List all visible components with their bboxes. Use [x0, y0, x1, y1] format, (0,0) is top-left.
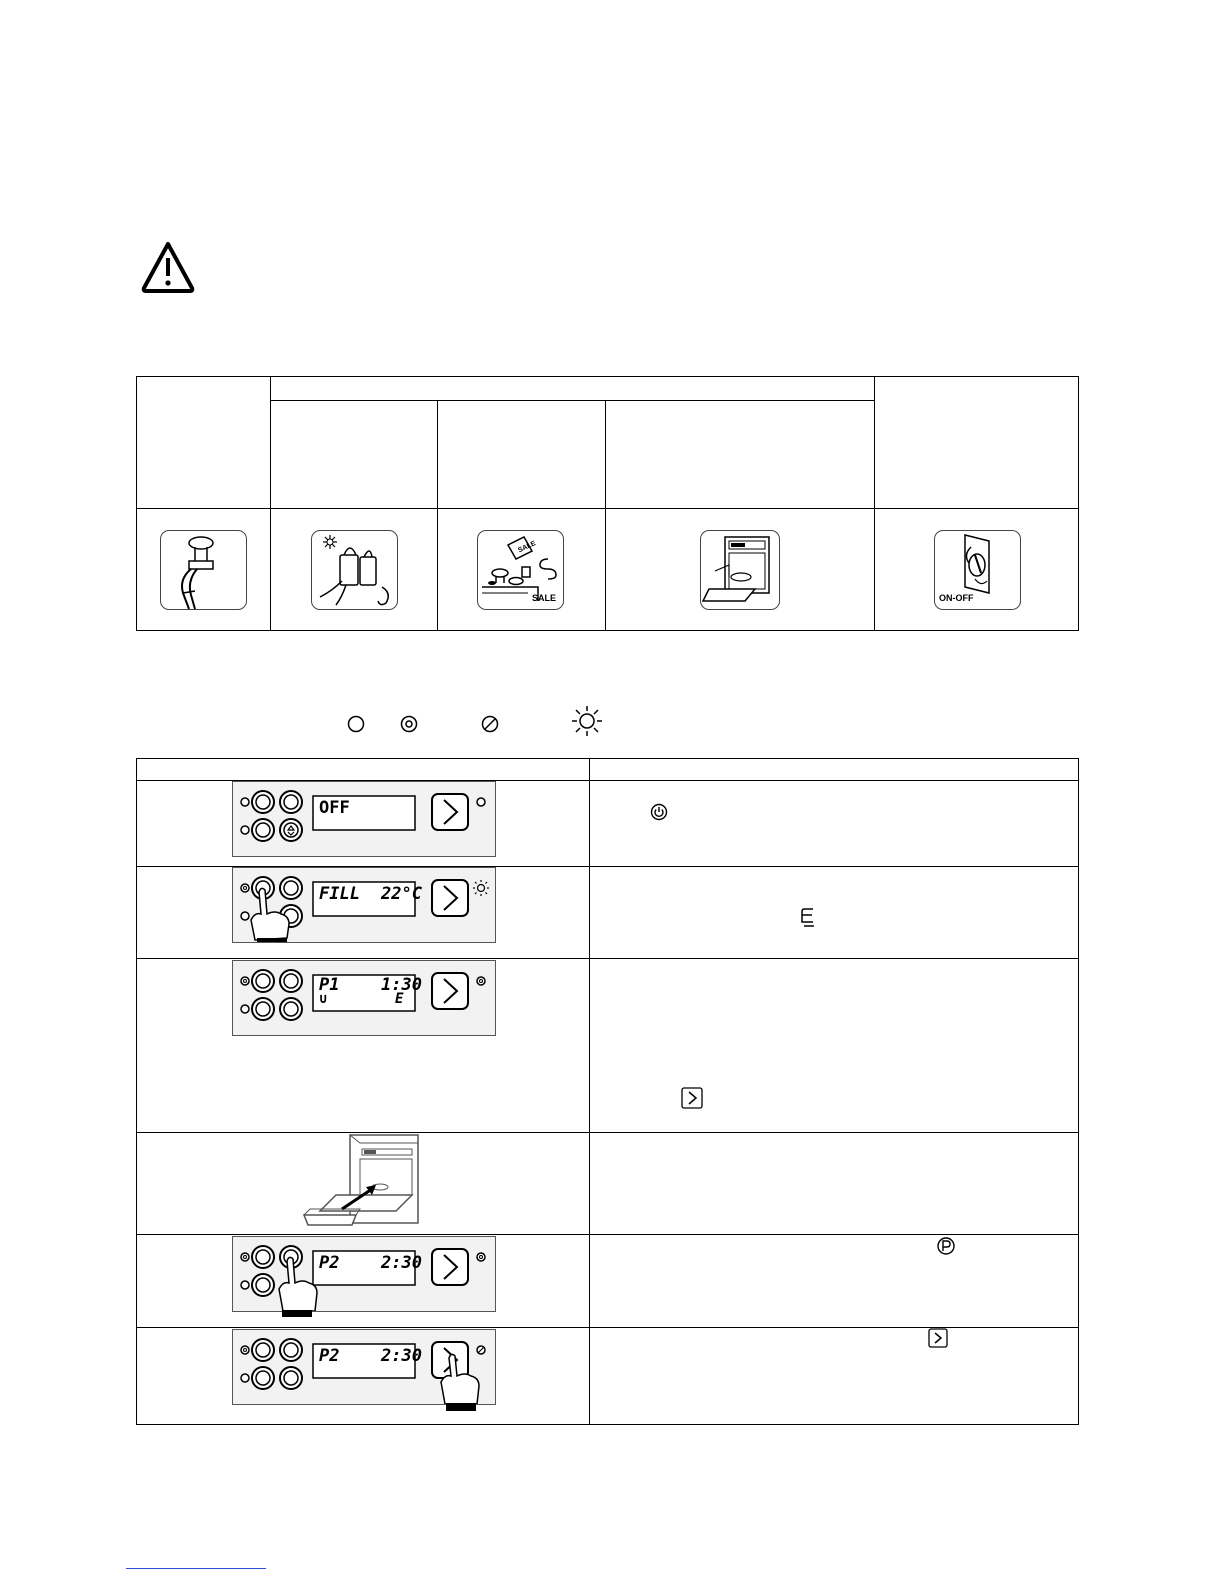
dishwasher-basket-illustration	[300, 1133, 425, 1233]
heater-e-icon	[800, 906, 816, 928]
detergent-tanks-icon	[311, 530, 398, 610]
footer-link-underline	[126, 1568, 266, 1569]
display-line2-left: ∪	[319, 991, 328, 1007]
start-arrow-icon	[681, 1087, 703, 1109]
start-arrow-icon	[928, 1328, 948, 1348]
sun-blink-icon	[570, 704, 604, 738]
display-line1: P2	[319, 1253, 340, 1273]
control-panel-p1	[232, 960, 496, 1036]
control-panel-p2-program	[232, 1236, 496, 1312]
control-panel-fill	[232, 867, 496, 943]
circle-slash-icon	[480, 714, 500, 734]
hand-cuff	[446, 1403, 476, 1411]
display-temp: 2:30	[381, 1346, 422, 1366]
svg-text:SALE: SALE	[517, 540, 537, 555]
display-line2-right: E	[395, 991, 404, 1007]
circle-off-icon	[346, 714, 366, 734]
salt-label: SALE	[532, 593, 557, 603]
display-temp: 22°C	[381, 884, 422, 904]
display-temp: 2:30	[381, 1253, 422, 1273]
display-line1: OFF	[319, 798, 350, 818]
control-panel-p2-start	[232, 1329, 496, 1405]
display-temp: 1:30	[381, 975, 422, 995]
salt-filling-icon	[477, 530, 564, 610]
on-off-label: ON-OFF	[939, 593, 974, 603]
dishwasher-open-icon	[700, 530, 780, 610]
warning-triangle-icon	[140, 240, 196, 294]
circle-dot-icon	[399, 714, 419, 734]
water-tap-icon	[160, 530, 247, 610]
power-icon	[650, 803, 668, 821]
hand-cuff	[282, 1310, 312, 1317]
display-line1: P1	[319, 975, 340, 995]
control-panel-off	[232, 781, 496, 857]
display-line1: FILL	[319, 884, 360, 904]
display-line1: P2	[319, 1346, 340, 1366]
program-p-icon	[936, 1236, 956, 1256]
on-off-switch-icon	[934, 530, 1021, 610]
